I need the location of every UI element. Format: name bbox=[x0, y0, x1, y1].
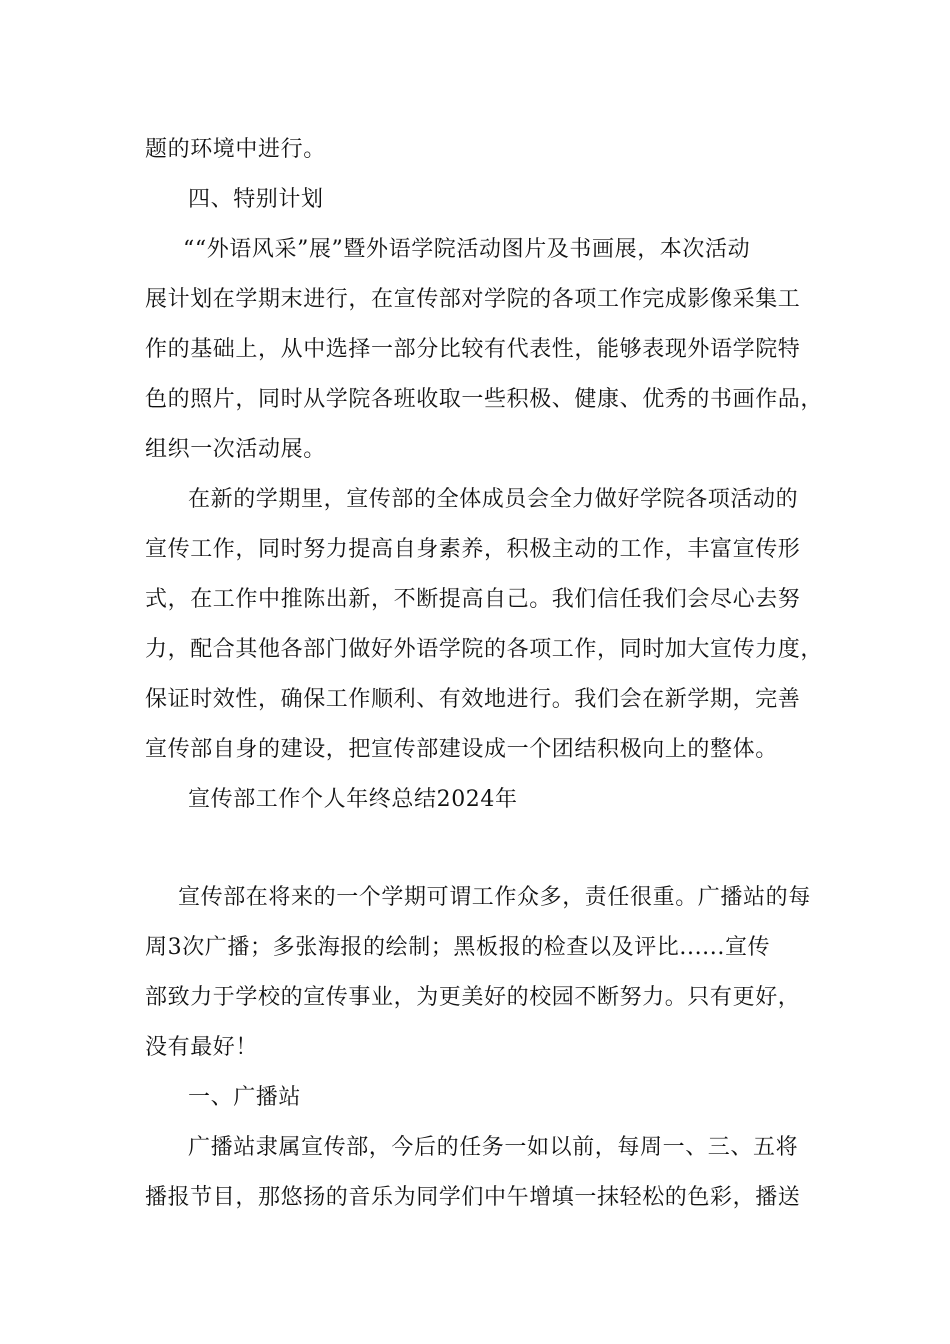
text-line: 部致力于学校的宣传事业，为更美好的校园不断努力。只有更好， bbox=[145, 985, 801, 1010]
text-line: 没有最好！ bbox=[145, 1035, 259, 1060]
text-line: 宣传部自身的建设，把宣传部建设成一个团结积极向上的整体。 bbox=[145, 737, 778, 762]
text-line: 力，配合其他各部门做好外语学院的各项工作，同时加大宣传力度， bbox=[145, 637, 824, 662]
section-heading: 一、广播站 bbox=[188, 1085, 302, 1110]
text-line: 广播站隶属宣传部，今后的任务一如以前，每周一、三、五将 bbox=[188, 1135, 799, 1160]
text-line: 色的照片，同时从学院各班收取一些积极、健康、优秀的书画作品， bbox=[145, 387, 824, 412]
text-line: 宣传部在将来的一个学期可谓工作众多，责任很重。广播站的每 bbox=[178, 885, 811, 910]
text-line: 周3次广播；多张海报的绘制；黑板报的检查以及评比......宣传 bbox=[145, 935, 771, 960]
text-line: 保证时效性，确保工作顺利、有效地进行。我们会在新学期，完善 bbox=[145, 687, 801, 712]
text-line: 在新的学期里，宣传部的全体成员会全力做好学院各项活动的 bbox=[188, 487, 799, 512]
text-line: 组织一次活动展。 bbox=[145, 437, 326, 462]
text-line: 播报节目，那悠扬的音乐为同学们中午增填一抹轻松的色彩，播送 bbox=[145, 1185, 801, 1210]
text-line: 展计划在学期末进行，在宣传部对学院的各项工作完成影像采集工 bbox=[145, 287, 801, 312]
section-heading: 四、特别计划 bbox=[188, 187, 324, 212]
text-line: 宣传工作，同时努力提高自身素养，积极主动的工作，丰富宣传形 bbox=[145, 537, 801, 562]
text-line: 式，在工作中推陈出新，不断提高自己。我们信任我们会尽心去努 bbox=[145, 587, 801, 612]
text-line: ““外语风采”展”暨外语学院活动图片及书画展，本次活动 bbox=[183, 237, 751, 262]
text-line: 作的基础上，从中选择一部分比较有代表性，能够表现外语学院特 bbox=[145, 337, 801, 362]
document-title: 宣传部工作个人年终总结2024年 bbox=[188, 787, 518, 812]
text-line: 题的环境中进行。 bbox=[145, 137, 326, 162]
